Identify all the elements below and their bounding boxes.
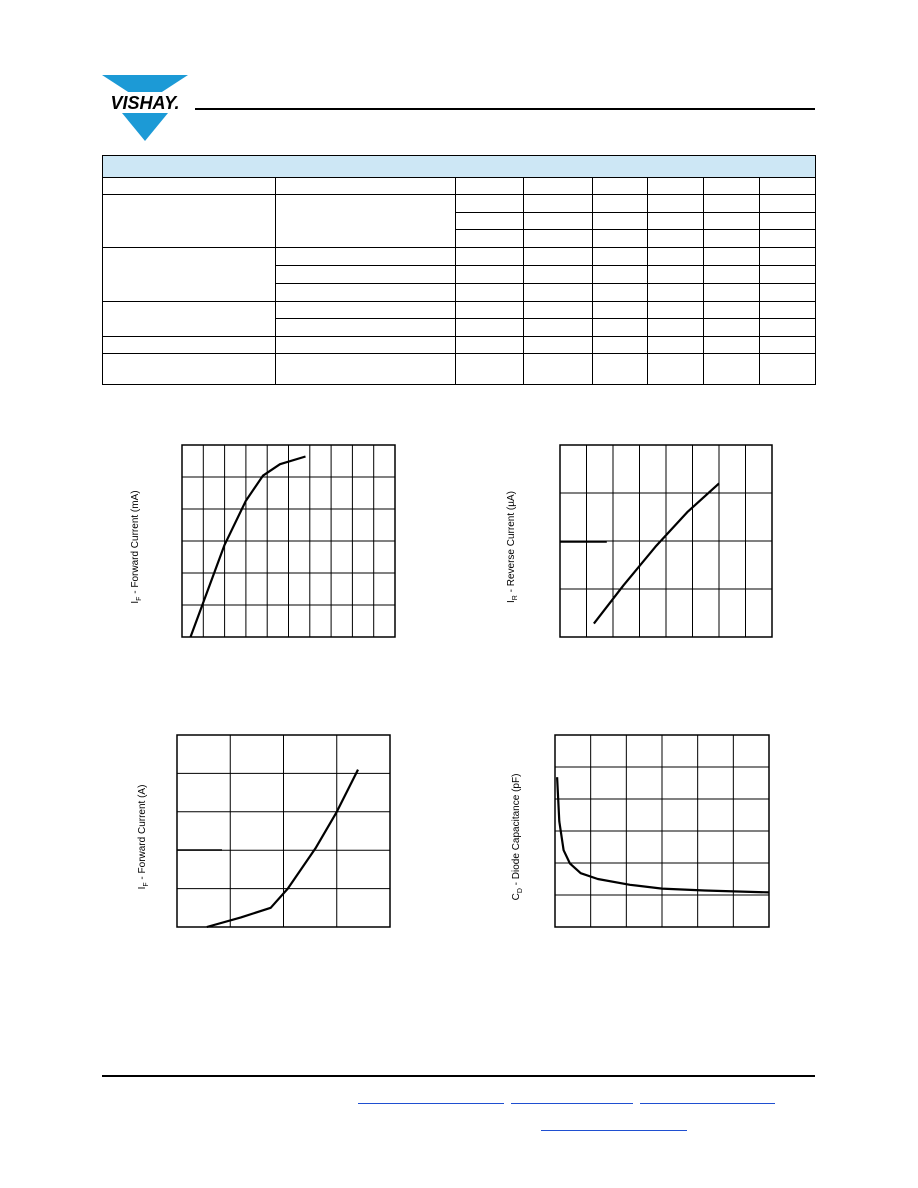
spec-table bbox=[102, 155, 816, 385]
table-row bbox=[103, 354, 816, 385]
logo-triangle-bottom bbox=[122, 113, 168, 141]
axis-label-y: $I_F$ - Forward Current (mA) bbox=[130, 490, 143, 604]
footer-link[interactable] bbox=[640, 1103, 775, 1104]
vishay-logo bbox=[100, 75, 190, 143]
footer-rule bbox=[102, 1075, 815, 1077]
table-row bbox=[103, 195, 816, 213]
table-title-row bbox=[103, 156, 816, 178]
axis-label-y: $I_R$ - Reverse Current (µA) bbox=[506, 491, 519, 603]
axis-label-y: $C_D$ - Diode Capacitance (pF) bbox=[511, 773, 524, 901]
footer-link[interactable] bbox=[358, 1103, 504, 1104]
series-line bbox=[207, 770, 358, 927]
table-header-row bbox=[103, 178, 816, 195]
reverse-current-chart bbox=[500, 440, 780, 645]
logo-text: VISHAY. bbox=[110, 93, 180, 113]
forward-current-ma-chart bbox=[125, 440, 400, 645]
diode-capacitance-chart bbox=[505, 730, 775, 935]
table-row bbox=[103, 337, 816, 354]
footer-link[interactable] bbox=[541, 1130, 687, 1131]
axis-label-y: $I_F$ - Forward Current (A) bbox=[137, 784, 150, 890]
table-row bbox=[103, 248, 816, 266]
series-line bbox=[557, 777, 769, 892]
forward-current-a-chart bbox=[130, 730, 395, 935]
footer-link[interactable] bbox=[511, 1103, 633, 1104]
header-rule bbox=[195, 108, 815, 110]
table-row bbox=[103, 302, 816, 319]
